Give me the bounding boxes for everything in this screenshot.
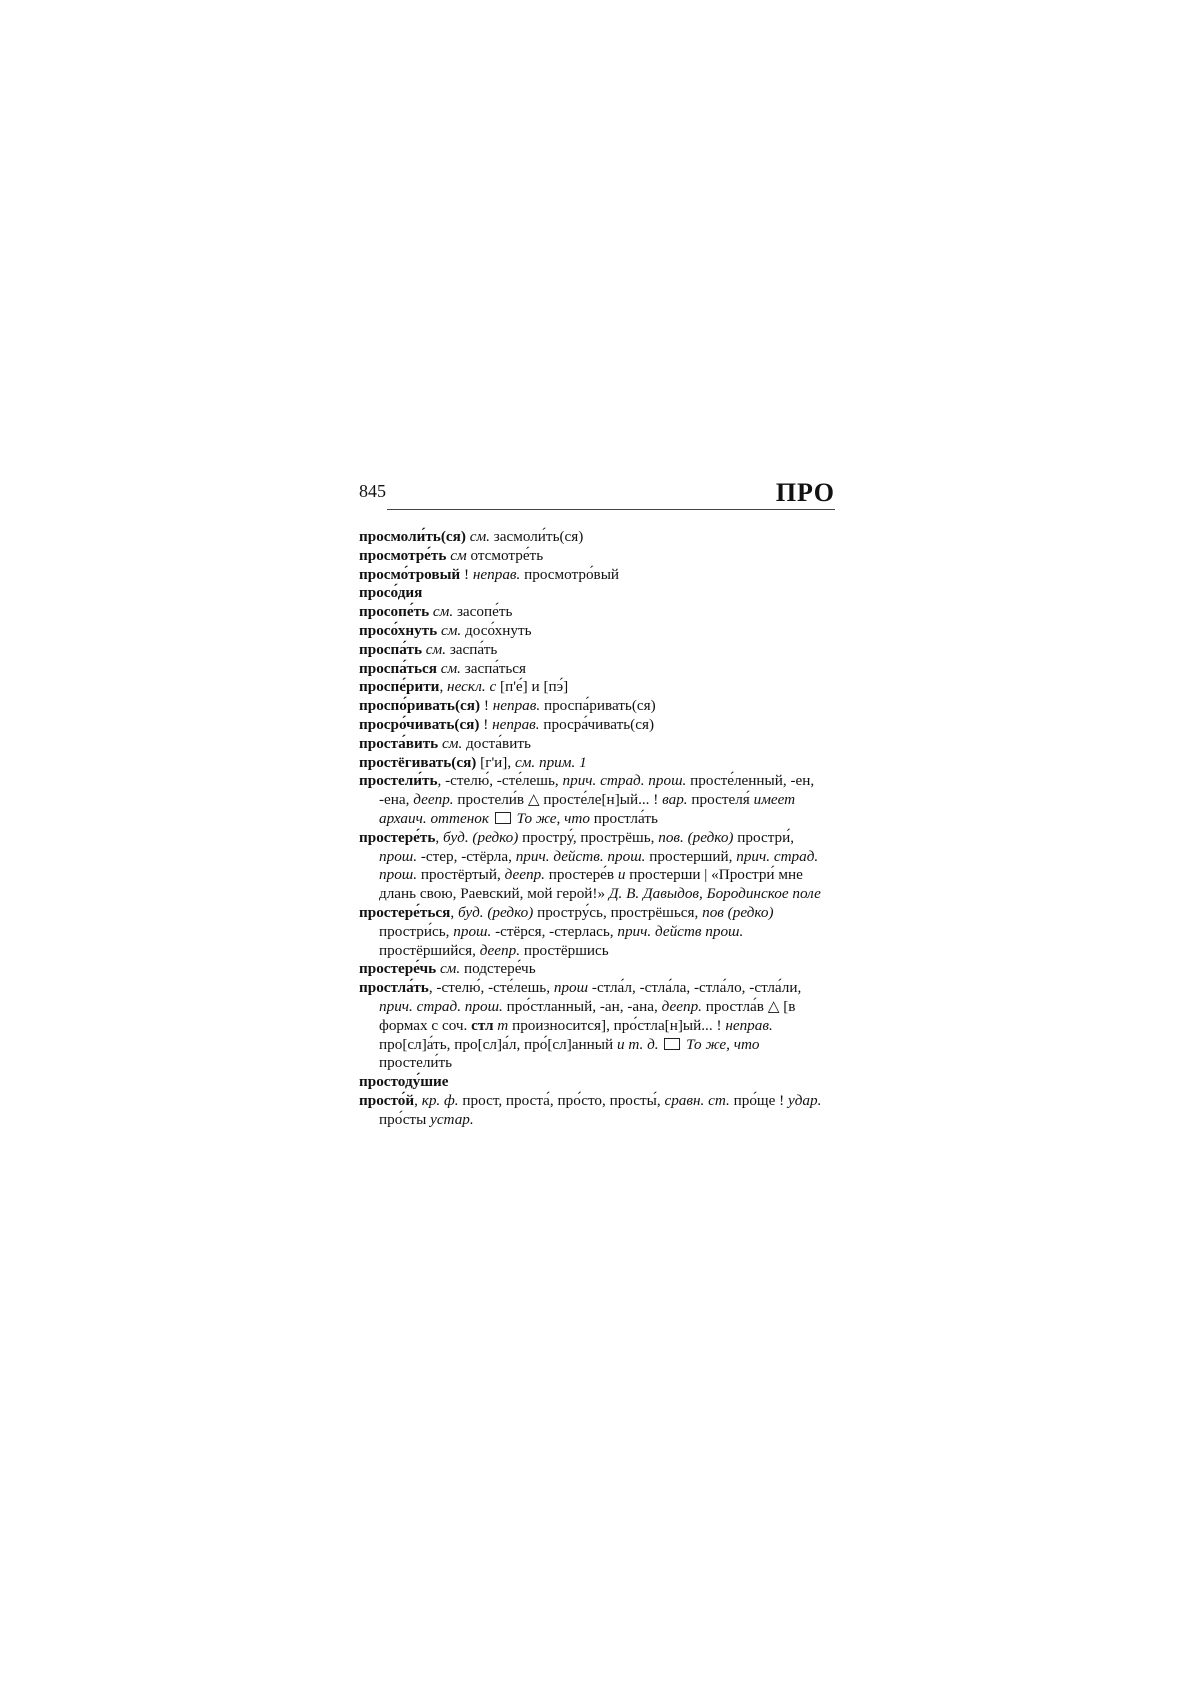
entry-text: простеля́ xyxy=(687,791,754,809)
entry-text: , xyxy=(414,1091,422,1109)
grammar-label: прич. страд. прош. xyxy=(379,847,819,884)
entry-text: -стла́л, -стла́ла, -стла́ло, -стла́ли, xyxy=(588,979,802,997)
grammar-label: см. xyxy=(469,528,490,545)
headword: просмотре́ть xyxy=(359,546,447,564)
entry-text: заспа́ть xyxy=(446,640,498,658)
entry-text: ! xyxy=(479,715,493,733)
dictionary-entry xyxy=(359,754,835,773)
entry-text xyxy=(489,810,493,827)
entry-text: простёршийся, xyxy=(379,941,480,959)
grammar-label: пов. (редко) xyxy=(658,828,734,846)
entry-text: простерший, xyxy=(645,847,737,865)
grammar-label: прич. действ прош. xyxy=(617,922,744,940)
entry-text: простере́в xyxy=(544,866,618,884)
headword: проста́вить xyxy=(359,734,439,752)
entry-text: простри́, xyxy=(733,828,795,846)
grammar-label: и xyxy=(617,866,626,884)
entry-text xyxy=(659,1036,663,1053)
grammar-label: см. xyxy=(440,659,461,677)
grammar-label: пов (редко) xyxy=(702,903,774,921)
grammar-label: неправ. xyxy=(725,1016,773,1034)
headword: просо́дия xyxy=(359,584,423,602)
grammar-label: неправ. xyxy=(492,715,540,733)
entry-text: про[сл]а́ть, про[сл]а́л, про́[сл]анный xyxy=(379,1035,617,1053)
grammar-label: см. xyxy=(425,640,447,658)
entry-text: [г'и], xyxy=(476,753,515,771)
grammar-label: имеет архаич. оттенок xyxy=(379,791,796,827)
entry-text: простёршись xyxy=(520,941,609,959)
dictionary-entry xyxy=(359,1073,835,1092)
square-symbol-icon xyxy=(495,812,511,824)
headword: проспа́ть xyxy=(359,640,422,658)
square-symbol-icon xyxy=(664,1038,680,1050)
dictionary-entry xyxy=(359,641,835,660)
dictionary-entry xyxy=(359,622,835,641)
entry-text: про́стланный, -ан, -ана, xyxy=(502,997,662,1015)
grammar-label: прош xyxy=(553,979,589,997)
headword: простере́ться xyxy=(359,903,451,921)
grammar-label: нескл. с xyxy=(447,678,497,696)
headword: просмо́тровый xyxy=(359,565,461,583)
dictionary-entry xyxy=(359,603,835,622)
grammar-label: неправ. xyxy=(472,565,521,583)
grammar-label: буд. (редко) xyxy=(443,828,519,846)
dictionary-entry xyxy=(359,829,835,904)
entry-text: засмоли́ть(ся) xyxy=(489,528,584,545)
grammar-label: вар. xyxy=(662,791,688,809)
entry-text: проспа́ривать(ся) xyxy=(540,697,656,715)
grammar-label: прич. страд. прош. xyxy=(379,997,503,1015)
entry-text: просмотро́вый xyxy=(520,565,620,583)
dictionary-entry xyxy=(359,660,835,679)
entry-text: досо́хнуть xyxy=(461,621,532,639)
grammar-label: То же, что xyxy=(516,809,590,827)
entry-text: , xyxy=(435,828,444,846)
entry-text: ! xyxy=(460,565,473,583)
dictionary-entry xyxy=(359,1092,835,1130)
entry-text: -стер, -стёрла, xyxy=(417,847,516,865)
grammar-label: неправ. xyxy=(492,697,541,715)
entry-text: просте́ленный, -ен, -ена, xyxy=(379,772,815,809)
grammar-label: прич. действ. прош. xyxy=(515,847,646,865)
headword: простоду́шие xyxy=(359,1073,449,1091)
entry-text: , xyxy=(450,903,458,921)
grammar-label: удар. xyxy=(788,1091,822,1109)
grammar-label: см. xyxy=(442,734,463,752)
entry-text: произносится], про́стла[н]ый... ! xyxy=(508,1016,726,1034)
entry-text: засопе́ть xyxy=(453,603,513,621)
entry-text: , -стелю́, -сте́лешь, xyxy=(437,772,563,790)
grammar-label: деепр. xyxy=(661,997,702,1015)
grammar-label: т xyxy=(497,1016,509,1034)
grammar-label: То же, что xyxy=(686,1035,760,1053)
grammar-label: прич. страд. прош. xyxy=(562,772,687,790)
dictionary-entry xyxy=(359,960,835,979)
dictionary-entry xyxy=(359,566,835,585)
entry-text: простла́в △ [в формах с соч. xyxy=(379,997,796,1034)
headword: просо́хнуть xyxy=(359,621,438,639)
grammar-label: деепр. xyxy=(504,866,545,884)
entry-text: про́сты xyxy=(379,1110,431,1128)
grammar-label: прош. xyxy=(453,922,492,940)
headword: просто́й xyxy=(359,1091,415,1109)
entry-text: заспа́ться xyxy=(460,659,527,677)
entry-text: простру́сь, прострёшься, xyxy=(533,903,703,921)
headword: просро́чивать(ся) xyxy=(359,715,480,733)
dictionary-entry xyxy=(359,528,835,547)
headword: простере́ть xyxy=(359,828,436,846)
entry-list xyxy=(359,528,835,1130)
running-head: ПРО xyxy=(775,478,835,507)
grammar-label: кр. ф. xyxy=(421,1091,459,1109)
headword: просопе́ть xyxy=(359,603,430,621)
dictionary-entry xyxy=(359,697,835,716)
dictionary-entry xyxy=(359,979,835,1073)
entry-text: простри́сь, xyxy=(379,922,454,940)
headword: простла́ть xyxy=(359,979,429,997)
dictionary-page xyxy=(359,470,835,1130)
dictionary-entry xyxy=(359,772,835,828)
page-number: 845 xyxy=(359,481,386,501)
headword: простели́ть xyxy=(359,772,438,790)
entry-text: простла́ть xyxy=(589,809,658,827)
headword: простёгивать(ся) xyxy=(359,753,477,771)
dictionary-entry xyxy=(359,547,835,566)
grammar-label: деепр. xyxy=(479,941,521,959)
grammar-label: устар. xyxy=(430,1110,474,1128)
entry-text: , -стелю́, -сте́лешь, xyxy=(428,979,554,997)
entry-text: доста́вить xyxy=(462,734,531,752)
grammar-label: см. прим. 1 xyxy=(514,753,587,771)
header-rule xyxy=(387,509,835,510)
grammar-label: см xyxy=(450,546,467,564)
entry-text: простёртый, xyxy=(417,866,505,884)
entry-text: простерши | «Простри́ мне длань свою, Раевский, мой герой!» xyxy=(379,866,803,903)
entry-text: -стёрся, -стерлась, xyxy=(491,922,618,940)
entry-text: , xyxy=(439,678,448,696)
grammar-label: буд. (редко) xyxy=(457,903,534,921)
dictionary-entry xyxy=(359,904,835,960)
headword: проспа́ться xyxy=(359,659,437,677)
grammar-label: см. xyxy=(432,603,454,621)
dictionary-entry xyxy=(359,716,835,735)
entry-text: простру́, прострёшь, xyxy=(518,828,659,846)
dictionary-entry xyxy=(359,584,835,603)
dictionary-entry xyxy=(359,735,835,754)
entry-text: подстере́чь xyxy=(460,960,536,978)
grammar-label: сравн. ст. xyxy=(664,1091,730,1109)
grammar-label: деепр. xyxy=(413,791,454,809)
grammar-label: прош. xyxy=(379,847,418,865)
grammar-label: см. xyxy=(439,960,461,978)
entry-text: отсмотре́ть xyxy=(466,546,544,564)
entry-text: простели́ть xyxy=(379,1054,453,1072)
headword: проспе́рити xyxy=(359,678,440,696)
grammar-label: и т. д. xyxy=(616,1035,659,1053)
entry-text: простели́в △ просте́ле[н]ый... ! xyxy=(453,791,663,809)
grammar-label: см. xyxy=(440,621,462,639)
headword: простере́чь xyxy=(359,960,437,978)
headword: просмоли́ть(ся) xyxy=(359,528,466,545)
page-header xyxy=(359,470,835,510)
entry-text: [п'е́] и [пэ́] xyxy=(496,678,569,696)
entry-text: просра́чивать(ся) xyxy=(539,715,655,733)
entry-text: прост, проста́, про́сто, просты́, xyxy=(458,1091,665,1109)
grammar-label: Д. В. Давыдов, Бородинское поле xyxy=(608,885,821,903)
headword: проспо́ривать(ся) xyxy=(359,697,481,715)
bold-text: стл xyxy=(471,1016,494,1034)
dictionary-entry xyxy=(359,678,835,697)
entry-text: про́ще ! xyxy=(729,1091,788,1109)
entry-text: ! xyxy=(480,697,493,715)
